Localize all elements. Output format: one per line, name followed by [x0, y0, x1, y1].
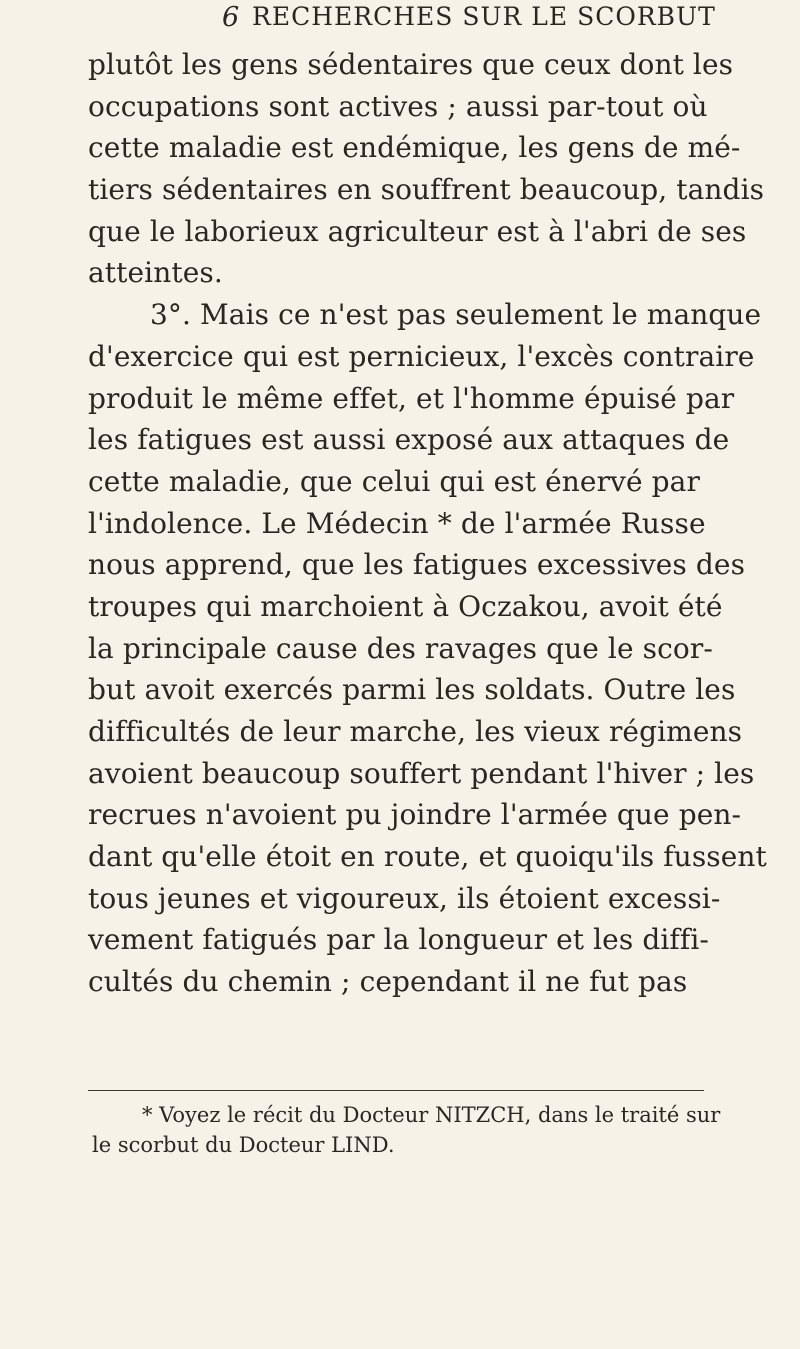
text-line: but avoit exercés parmi les soldats. Outre les — [88, 673, 736, 707]
text-line: que le laborieux agriculteur est à l'abri de ses — [88, 214, 747, 248]
text-line: tiers sédentaires en souffrent beaucoup, tandis — [88, 173, 765, 207]
text-line: difficultés de leur marche, les vieux régimens — [88, 715, 743, 748]
text-line: avoient beaucoup souffert pendant l'hiver ; les — [88, 756, 755, 790]
page-number: 6 — [222, 2, 241, 33]
text-line: cultés du chemin ; cependant il ne fut pas — [88, 965, 688, 999]
text-line: atteintes. — [88, 256, 223, 290]
text-line: nous apprend, que les fatigues excessives des — [88, 548, 746, 582]
body-text — [88, 44, 788, 1003]
text-line: cette maladie, que celui qui est énervé par — [88, 464, 700, 498]
footnote-divider — [88, 1090, 704, 1091]
text-line: plutôt les gens sédentaires que ceux dont les — [88, 48, 734, 81]
text-line: vement fatigués par la longueur et les diffi- — [88, 923, 709, 957]
footnote-line: le scorbut du Docteur LIND. — [92, 1133, 395, 1157]
text-line: les fatigues est aussi exposé aux attaques de — [88, 423, 730, 457]
text-line: cette maladie est endémique, les gens de mé- — [88, 131, 741, 165]
text-line: 3°. Mais ce n'est pas seulement le manque — [150, 298, 762, 332]
text-line: recrues n'avoient pu joindre l'armée que pen- — [88, 798, 742, 832]
text-line: l'indolence. Le Médecin * de l'armée Russe — [88, 506, 706, 540]
running-title: RECHERCHES SUR LE SCORBUT — [252, 2, 716, 31]
page-header — [222, 2, 782, 38]
text-line: produit le même effet, et l'homme épuisé par — [88, 381, 735, 415]
text-line: la principale cause des ravages que le scor- — [88, 631, 713, 665]
text-line: occupations sont actives ; aussi par-tout où — [88, 89, 708, 123]
text-line: tous jeunes et vigoureux, ils étoient excessi- — [88, 881, 721, 915]
footnote-line: * Voyez le récit du Docteur NITZCH, dans le traité sur — [142, 1103, 721, 1127]
text-line: dant qu'elle étoit en route, et quoiqu'ils fussent — [88, 840, 767, 874]
text-line: d'exercice qui est pernicieux, l'excès contraire — [88, 339, 755, 373]
text-line: troupes qui marchoient à Oczakou, avoit été — [88, 589, 723, 623]
footnote — [92, 1100, 792, 1160]
